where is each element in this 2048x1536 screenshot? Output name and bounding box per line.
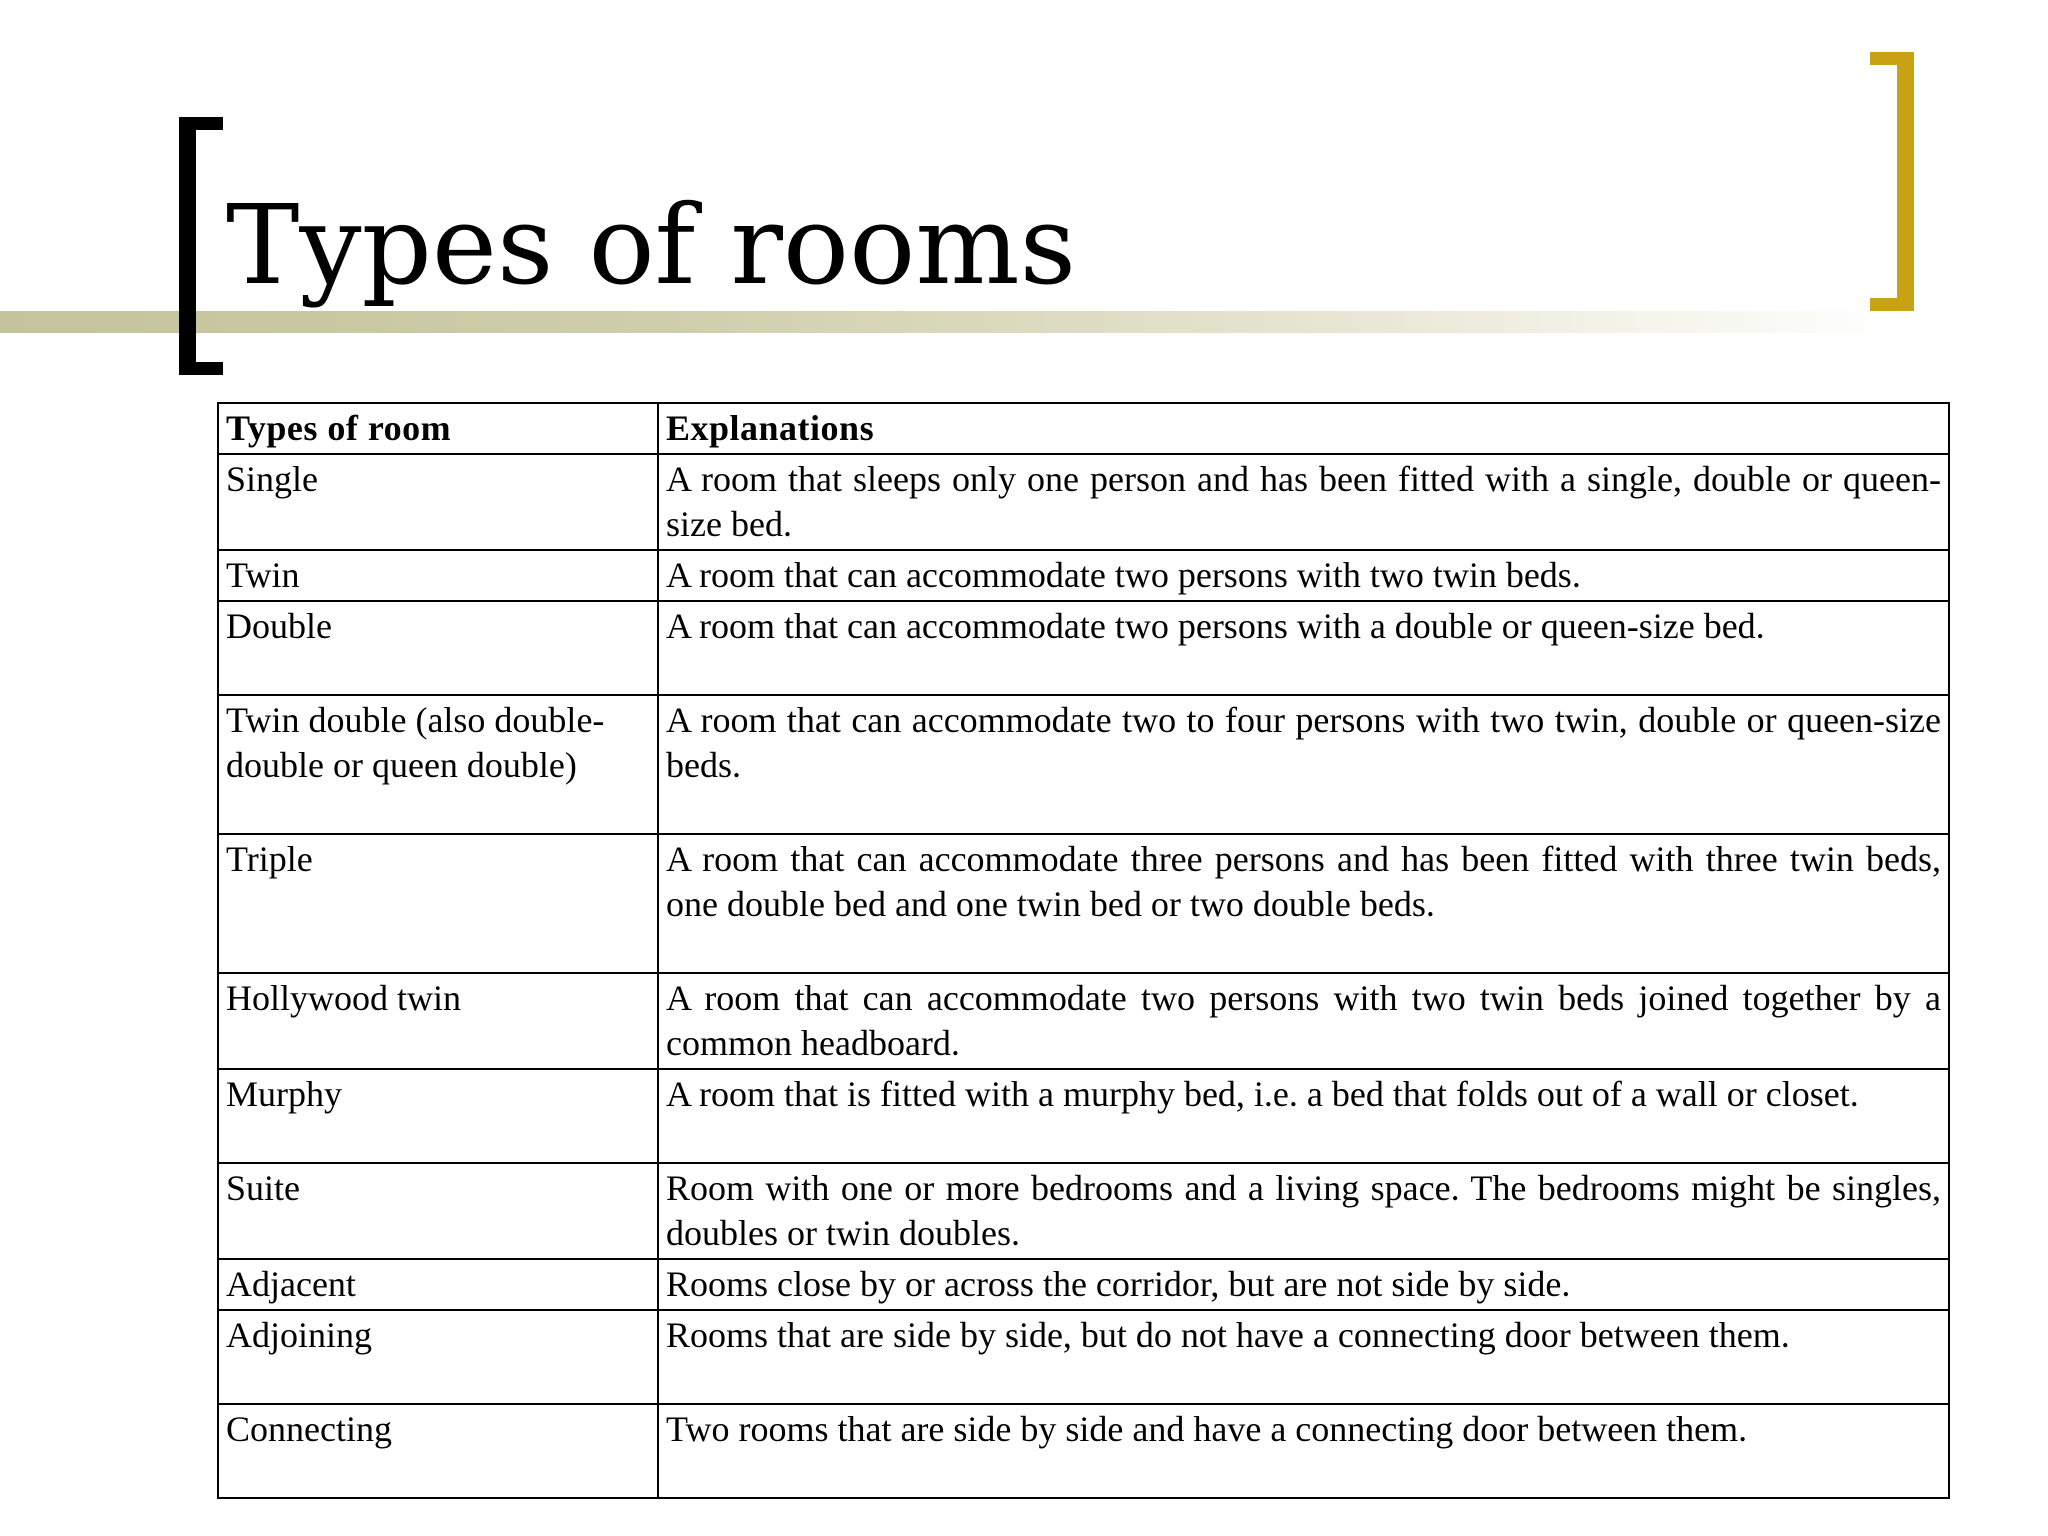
explanation-cell: Rooms that are side by side, but do not have a connecting door between them. [658,1310,1949,1404]
room-type-cell: Adjacent [218,1259,658,1310]
table-row [218,1163,1949,1259]
header-types-of-room: Types of room [218,403,658,454]
room-type-cell: Connecting [218,1404,658,1498]
explanation-cell: A room that can accommodate two persons with two twin beds joined together by a common headboard. [658,973,1949,1069]
table-row [218,550,1949,601]
table-row [218,973,1949,1069]
slide-title: Types of rooms [226,181,1077,309]
explanation-cell: Two rooms that are side by side and have a connecting door between them. [658,1404,1949,1498]
table-row [218,834,1949,973]
table-row [218,1259,1949,1310]
table-row [218,695,1949,834]
table-row [218,454,1949,550]
room-type-cell: Hollywood twin [218,973,658,1069]
room-type-cell: Single [218,454,658,550]
room-type-cell: Murphy [218,1069,658,1163]
room-type-cell: Twin double (also double-double or queen double) [218,695,658,834]
explanation-cell: A room that can accommodate three persons and has been fitted with three twin beds, one double bed and one twin bed or two double beds. [658,834,1949,973]
explanation-cell: A room that can accommodate two persons with two twin beds. [658,550,1949,601]
table-row [218,1404,1949,1498]
left-bracket-decoration [179,117,223,375]
room-types-table [217,402,1950,1499]
room-type-cell: Suite [218,1163,658,1259]
explanation-cell: Room with one or more bedrooms and a living space. The bedrooms might be singles, doubles or twin doubles. [658,1163,1949,1259]
explanation-cell: Rooms close by or across the corridor, but are not side by side. [658,1259,1949,1310]
room-type-cell: Twin [218,550,658,601]
table-row [218,1069,1949,1163]
explanation-cell: A room that sleeps only one person and has been fitted with a single, double or queen-size bed. [658,454,1949,550]
explanation-cell: A room that can accommodate two persons with a double or queen-size bed. [658,601,1949,695]
room-type-cell: Double [218,601,658,695]
header-explanations: Explanations [658,403,1949,454]
right-bracket-decoration [1870,52,1914,311]
table-row [218,1310,1949,1404]
title-underline-rule [0,311,1900,333]
room-type-cell: Adjoining [218,1310,658,1404]
explanation-cell: A room that can accommodate two to four persons with two twin, double or queen-size beds. [658,695,1949,834]
table-row [218,601,1949,695]
room-type-cell: Triple [218,834,658,973]
explanation-cell: A room that is fitted with a murphy bed, i.e. a bed that folds out of a wall or closet. [658,1069,1949,1163]
table-header-row [218,403,1949,454]
